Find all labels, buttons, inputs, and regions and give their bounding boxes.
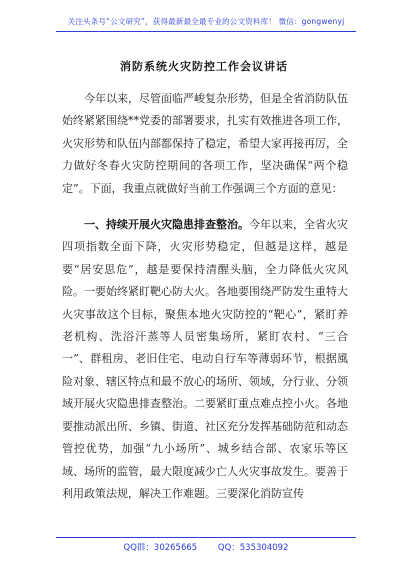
section-1-heading: 一、持续开展火灾隐患排查整治。 <box>84 218 249 232</box>
header-promo-note: 关注头条号“公文研究”，获得最新最全最专业的公文资料库！ 微信：gongwenyj <box>67 17 345 26</box>
footer-contacts: QQ群：30265665 QQ：535304092 <box>123 543 289 553</box>
section-1-paragraph <box>62 214 348 505</box>
document-title: 消防系统火灾防控工作会议讲话 <box>120 60 288 73</box>
section-1-body: 今年以来，全省火灾四项指数全面下降，火灾形势稳定，但越是这样，越是要“居安思危”，越是要保持清醒头脑，全力降低火灾风险。一要始终紧盯靶心防大火。各地要围绕严防发生重特大火灾事故这个目标，聚焦本地火灾防控的“靶心”，紧盯养老机构、洗浴汗蒸等人员密集场所，紧盯农村、“三合一”、群租房、老旧住宅、电动自行车等薄弱环节，根据風险对象、辖区特点和最不放心的场所、领域，分行业、分领域开展火灾隐患排查整治。二要紧盯重点难点控小火。各地要推动派出所、乡镇、街道、社区充分发挥基础防范和动态管控优势，加强“九小场所”、城乡结合部、农家乐等区域、场所的监管，最大限度减少亡人火灾事故发生。要善于利用政策法规，解决工作难题。三要深化消防宣传 <box>62 218 348 500</box>
header-divider <box>56 31 356 32</box>
footer-divider <box>56 537 356 538</box>
document-body <box>62 88 348 505</box>
intro-paragraph: 今年以来，尽管面临严峻复杂形势，但是全省消防队伍始终紧紧围绕**党委的部署要求，扎实有效推进各项工作，火灾形势和队伍内部都保持了稳定，希望大家再接再厉，全力做好冬春火灾防控期间的各项工作，坚决确保“两个稳定”。下面，我重点就做好当前工作强调三个方面的意见： <box>62 92 348 195</box>
